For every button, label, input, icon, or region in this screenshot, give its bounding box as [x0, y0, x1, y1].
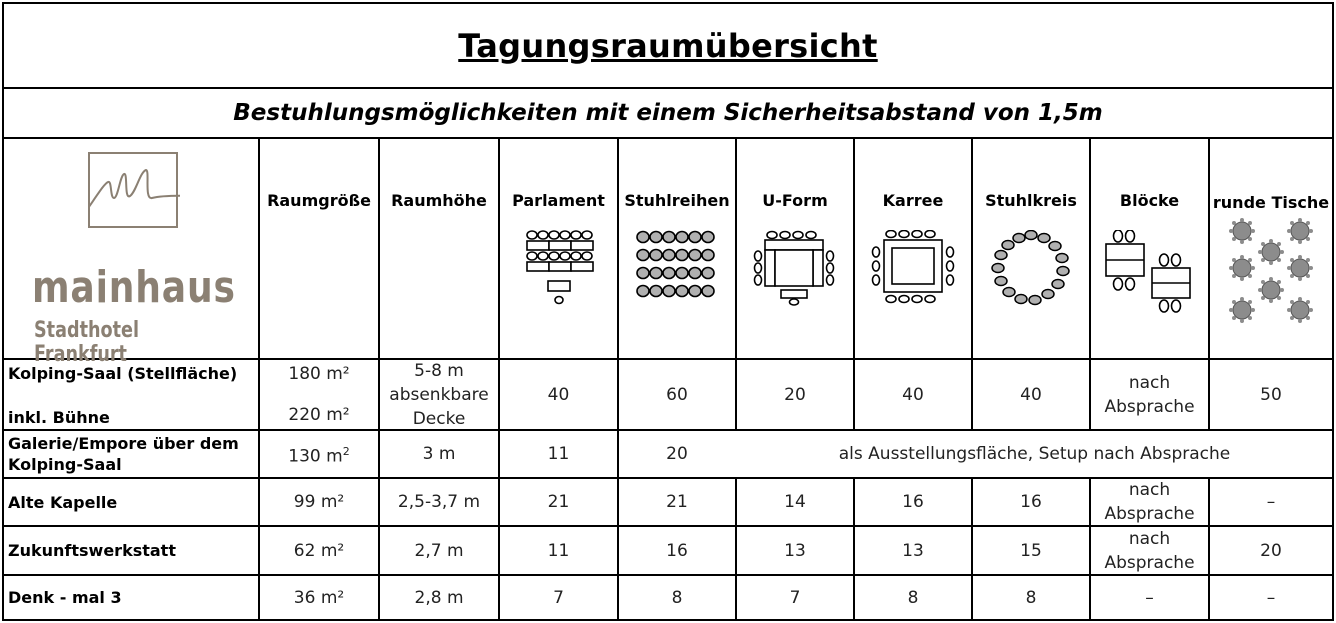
- room-height: 2,8 m: [414, 587, 464, 608]
- col-header-uform: [737, 139, 853, 358]
- room-name: Alte Kapelle: [8, 492, 118, 512]
- conference-room-sheet: [2, 2, 1334, 621]
- parlament-layout-icon: [522, 230, 596, 310]
- col-header-label: Raumhöhe: [391, 191, 487, 210]
- capacity-stuhlreihen: 16: [666, 540, 688, 561]
- col-header-label: runde Tische: [1212, 193, 1330, 212]
- capacity-uform: 14: [784, 492, 806, 512]
- room-size: 36 m²: [293, 587, 345, 608]
- capacity-runde-tische: 50: [1260, 384, 1282, 405]
- capacity-bloecke: nach Absprache: [1104, 528, 1195, 573]
- room-height: 2,7 m: [414, 540, 464, 561]
- capacity-stuhlkreis: 16: [1020, 492, 1042, 512]
- col-header-parlament: [500, 139, 617, 358]
- room-size-sub: 220 m²: [288, 405, 350, 425]
- capacity-parlament: 7: [553, 587, 564, 608]
- col-header-label: Stuhlkreis: [985, 191, 1077, 210]
- capacity-parlament: 11: [547, 540, 570, 561]
- room-size: 180 m²: [288, 364, 350, 384]
- uform-layout-icon: [753, 230, 837, 306]
- capacity-runde-tische: 20: [1260, 540, 1282, 561]
- page-subtitle: Bestuhlungsmöglichkeiten mit einem Sicherheitsabstand von 1,5m: [233, 100, 1103, 126]
- room-size: 99 m²: [293, 492, 345, 512]
- runde-tische-layout-icon: [1226, 218, 1316, 326]
- capacity-bloecke: nach Absprache: [1104, 372, 1195, 417]
- capacity-parlament: 40: [547, 384, 570, 405]
- col-header-label: Stuhlreihen: [624, 191, 730, 210]
- page-title: Tagungsraumübersicht: [458, 26, 878, 65]
- capacity-stuhlreihen: 20: [666, 444, 688, 464]
- stuhlkreis-layout-icon: [989, 230, 1073, 306]
- room-height: 5-8 m absenkbare Decke: [389, 360, 489, 429]
- capacity-uform: 20: [784, 384, 806, 405]
- room-name: Zukunftswerkstatt: [8, 541, 176, 560]
- col-header-stuhlkreis: [973, 139, 1089, 358]
- col-header-karree: [855, 139, 971, 358]
- capacity-runde-tische: –: [1266, 492, 1276, 512]
- room-name: Galerie/Empore über dem Kolping-Saal: [8, 434, 239, 474]
- col-header-label: Raumgröße: [267, 191, 371, 210]
- col-header-label: U-Form: [762, 191, 828, 210]
- col-header-stuhlreihen: [619, 139, 735, 358]
- room-size: 130 $m^2$: [288, 444, 350, 467]
- capacity-karree: 40: [902, 384, 924, 405]
- capacity-stuhlkreis: 40: [1020, 384, 1042, 405]
- room-height: 2,5-3,7 m: [397, 492, 481, 512]
- capacity-karree: 8: [907, 587, 919, 608]
- room-name: Denk - mal 3: [8, 588, 122, 607]
- capacity-stuhlreihen: 60: [666, 384, 688, 405]
- capacity-uform: 7: [789, 587, 801, 608]
- capacity-stuhlkreis: 15: [1020, 540, 1042, 561]
- col-header-label: Karree: [882, 191, 944, 210]
- logo-wordmark: mainhaus: [32, 262, 236, 313]
- logo-tagline: Stadthotel Frankfurt: [34, 318, 139, 367]
- capacity-parlament: 11: [547, 444, 570, 464]
- room-name: Kolping-Saal (Stellfläche): [8, 364, 238, 383]
- capacity-stuhlreihen: 8: [671, 587, 683, 608]
- logo-monogram-icon: [88, 152, 178, 228]
- table-row-label: [4, 360, 258, 429]
- col-header-height: [380, 139, 498, 358]
- span-note: als Ausstellungsfläche, Setup nach Absprache: [838, 444, 1231, 464]
- col-header-size: [260, 139, 378, 358]
- room-height: 3 m: [422, 444, 456, 464]
- capacity-bloecke: nach Absprache: [1104, 480, 1195, 524]
- capacity-stuhlreihen: 21: [666, 492, 688, 512]
- capacity-stuhlkreis: 8: [1025, 587, 1037, 608]
- room-size: 62 m²: [293, 540, 345, 561]
- col-header-label: Parlament: [512, 191, 605, 210]
- capacity-karree: 16: [902, 492, 924, 512]
- capacity-uform: 13: [784, 540, 806, 561]
- room-size-cell: [260, 360, 378, 429]
- stuhlreihen-layout-icon: [635, 230, 719, 304]
- capacity-runde-tische: –: [1266, 587, 1276, 608]
- capacity-bloecke: –: [1145, 587, 1154, 608]
- col-header-runde-tische: [1210, 139, 1332, 358]
- capacity-karree: 13: [902, 540, 924, 561]
- capacity-parlament: 21: [547, 492, 570, 512]
- col-header-label: Blöcke: [1119, 191, 1180, 210]
- room-name-sub: inkl. Bühne: [8, 408, 110, 427]
- col-header-bloecke: [1091, 139, 1208, 358]
- karree-layout-icon: [870, 230, 956, 304]
- bloecke-layout-icon: [1104, 230, 1196, 314]
